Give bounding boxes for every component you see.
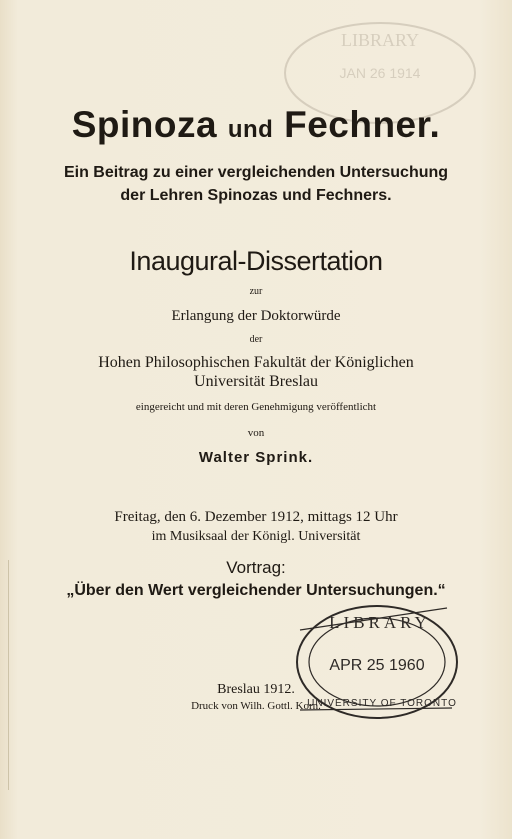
page-title — [0, 104, 512, 146]
text-submitted: eingereicht und mit deren Genehmigung veröffentlicht — [135, 401, 377, 413]
title-fechner: Fechner. — [284, 104, 441, 145]
subtitle-line-2: der Lehren Spinozas und Fechners. — [120, 187, 392, 204]
author-name: Walter Sprink. — [198, 449, 314, 466]
library-stamp — [272, 600, 462, 730]
text-zur: zur — [249, 286, 263, 297]
faded-stamp-date-text: JAN 26 1914 — [339, 65, 421, 81]
text-erlangung: Erlangung der Doktorwürde — [171, 308, 341, 324]
text-der: der — [249, 334, 263, 345]
printer-line: Druck von Wilh. Gottl. Korn. — [191, 700, 321, 712]
stamp-university-text: UNIVERSITY OF TORONTO — [307, 698, 457, 709]
title-spinoza: Spinoza — [71, 104, 218, 145]
dissertation-heading: Inaugural-Dissertation — [129, 246, 383, 276]
text-faculty: Hohen Philosophischen Fakultät der Königlichen — [98, 354, 414, 371]
text-von: von — [247, 427, 265, 439]
publication-place-year: Breslau 1912. — [217, 682, 295, 697]
page-margin-line — [8, 560, 9, 790]
stamp-library-text: LIBRARY — [329, 613, 431, 632]
faded-stamp-library-text: LIBRARY — [340, 30, 420, 50]
stamp-date-text: APR 25 1960 — [329, 657, 425, 674]
title-und: und — [227, 116, 274, 143]
lecture-place: im Musiksaal der Königl. Universität — [151, 529, 361, 544]
text-university: Universität Breslau — [194, 373, 318, 390]
subtitle-line-1: Ein Beitrag zu einer vergleichenden Untersuchung — [63, 164, 449, 181]
lecture-date: Freitag, den 6. Dezember 1912, mittags 12 Uhr — [114, 509, 398, 525]
lecture-title: „Über den Wert vergleichender Untersuchungen.“ — [66, 582, 446, 599]
lecture-label: Vortrag: — [226, 558, 286, 577]
